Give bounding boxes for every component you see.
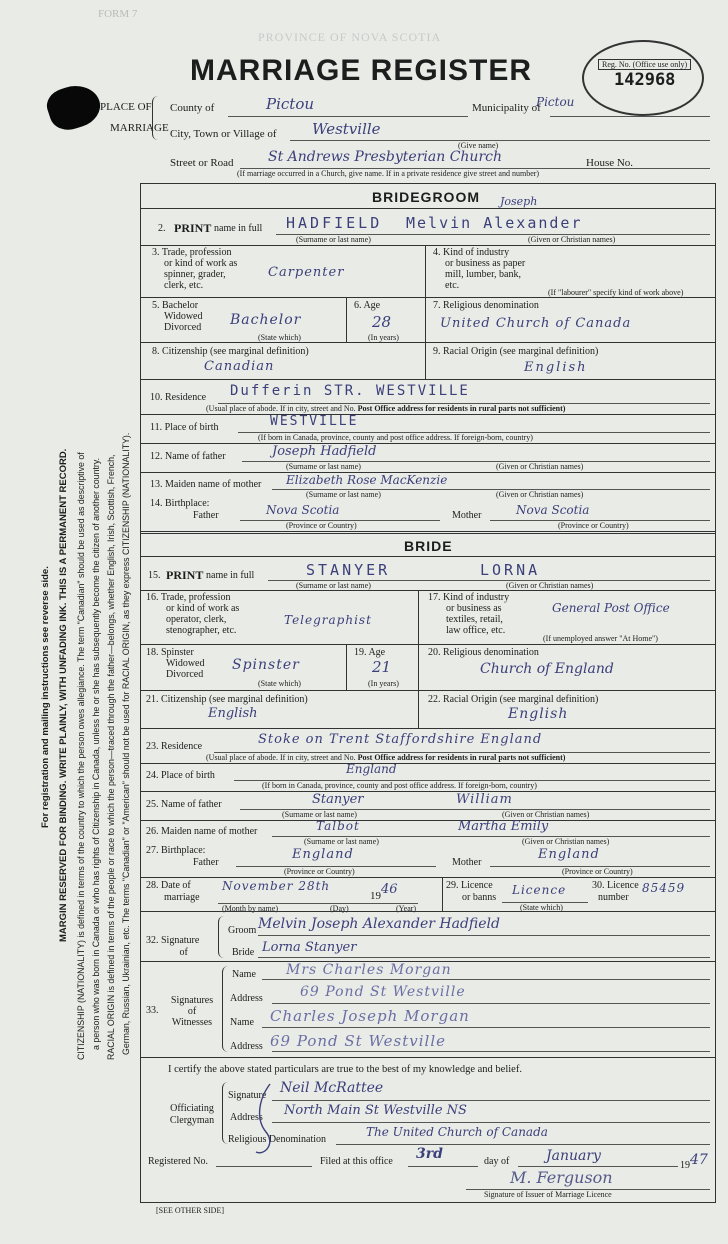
bride-mother-surname: Talbot [316,819,360,833]
bride-industry-label: 17. Kind of industry or business as textiles, retail, law office, etc. [428,592,510,636]
pen-scribble [250,1080,290,1160]
bride-heading: BRIDE [404,538,453,554]
licence-value: Licence [512,883,567,897]
bride-mother-surname-note: (Surname or last name) [304,837,379,846]
bride-citizenship-value: English [208,706,258,721]
bride-surname-note: (Surname or last name) [296,581,371,590]
groom-mother-surname-note: (Surname or last name) [306,490,381,499]
reg-number: 142968 [614,70,676,90]
groom-trade-label: 3. Trade, profession or kind of work as spinner, grader, clerk, etc. [152,247,238,291]
groom-status-label: 5. Bachelor Widowed Divorced [152,300,203,333]
margin-instruction-1: For registration and mailing instructions see reverse side. [40,566,51,828]
signature-label: 32. Signature of [146,935,200,958]
province-header: PROVINCE OF NOVA SCOTIA [258,30,442,44]
groom-religion-label: 7. Religious denomination [433,300,539,311]
clergy-label: Officiating Clergyman [169,1103,215,1126]
clergy-address-label: Address [230,1112,263,1123]
groom-birthplace-mother-label: Mother [452,510,482,521]
reg-number-label: Reg. No. (Office use only) [598,59,691,70]
bride-birthplace-mother-label: Mother [452,857,482,868]
bride-status-label: 18. Spinster Widowed Divorced [146,647,205,680]
bride-province-note-2: (Province or Country) [562,867,633,876]
bride-industry-note: (If unemployed answer "At Home") [543,634,658,643]
bride-residence-label: 23. Residence [146,741,203,752]
filed-month: January [546,1148,601,1164]
give-name-note: (Give name) [458,141,499,150]
bride-province-note-1: (Province or Country) [284,867,355,876]
groom-father-value: Joseph Hadfield [272,444,377,459]
clergy-signature: Neil McRattee [280,1080,384,1096]
groom-sig-label: Groom [228,925,257,936]
groom-racial-value: English [524,360,588,375]
witness-label: Signatures of Witnesses [170,995,214,1028]
county-value: Pictou [266,95,315,113]
groom-residence-value: Dufferin STR. WESTVILLE [230,383,470,399]
bride-father-given-note: (Given or Christian names) [502,810,590,819]
bride-mother-given-note: (Given or Christian names) [522,837,610,846]
bride-father-surname: Stanyer [312,792,364,807]
bride-birthplace-label: 27. Birthplace: [146,845,206,856]
bride-mother-given: Martha Emily [458,819,549,834]
page-title: MARRIAGE REGISTER [190,54,533,87]
groom-status-value: Bachelor [230,312,302,328]
groom-age-value: 28 [372,313,392,331]
bride-name-num: 15. [148,570,161,581]
witness1-address-label: Address [230,993,263,1004]
bride-name-print: PRINT [166,568,204,582]
witness2-name: Charles Joseph Morgan [270,1007,470,1025]
groom-name-num: 2. [158,223,166,234]
licence-state-which: (State which) [520,903,563,912]
groom-birthplace-father-label: Father [193,510,219,521]
witness-num: 33. [146,1005,159,1016]
municipality-value: Pictou [536,95,575,109]
bride-religion-label: 20. Religious denomination [428,647,539,658]
licence-number-label: 30. Licence number [592,880,639,903]
marriage-label: MARRIAGE [110,122,169,134]
county-label: County of [170,102,215,114]
groom-signature: Melvin Joseph Alexander Hadfield [258,916,500,932]
bride-birthplace-father-label: Father [193,857,219,868]
date-label: 28. Date of marriage [146,880,200,903]
groom-birth-label: 11. Place of birth [150,422,219,433]
bride-mother-birthplace: England [538,847,600,862]
bride-father-birthplace: England [292,847,354,862]
filed-label: Filed at this office [320,1156,393,1167]
bride-given-note: (Given or Christian names) [506,581,594,590]
date-year-note: (Year) [396,904,417,913]
groom-name-print: PRINT [174,221,212,235]
bride-trade-label: 16. Trade, profession or kind of work as operator, clerk, stenographer, etc. [146,592,240,636]
groom-industry-note: (If "labourer" specify kind of work above) [548,288,684,297]
groom-mother-birthplace: Nova Scotia [516,503,590,517]
bride-in-years: (In years) [368,679,399,688]
bride-racial-value: English [508,706,569,722]
groom-birth-value: WESTVILLE [270,414,359,429]
bride-birth-value: England [346,762,397,776]
groom-mother-label: 13. Maiden name of mother [150,479,262,490]
filed-year: 1947 [680,1152,708,1171]
bride-age-value: 21 [372,658,392,676]
filed-day: 3rd [416,1146,443,1162]
issuer-signature: M. Ferguson [510,1168,613,1187]
issuer-label: Signature of Issuer of Marriage Licence [484,1190,612,1199]
groom-citizenship-label: 8. Citizenship (see marginal definition) [152,346,309,357]
bridegroom-heading: BRIDEGROOM [372,189,480,205]
date-day-note: (Day) [330,904,349,913]
groom-age-label: 6. Age [354,300,381,311]
bride-racial-label: 22. Racial Origin (see marginal definition) [428,694,599,705]
place-brace [152,96,161,140]
bride-trade-value: Telegraphist [284,613,372,627]
groom-mother-given-note: (Given or Christian names) [496,490,584,499]
witness2-address-label: Address [230,1041,263,1052]
groom-residence-note: (Usual place of abode. If in city, street and No. Post Office address for residents in rural parts not sufficient) [206,404,566,413]
bride-industry-value: General Post Office [552,601,670,615]
witness1-name: Mrs Charles Morgan [286,962,452,978]
bride-citizenship-label: 21. Citizenship (see marginal definition) [146,694,308,705]
clergy-address: North Main St Westville NS [284,1103,467,1118]
margin-definition-2: a person who was born in Canada or who has rights of Citizenship in Canada, unless he or she has subsequently become the citizen of another country. [91,457,101,1050]
groom-birthplace-label: 14. Birthplace: [150,498,210,509]
groom-state-which: (State which) [258,333,301,342]
municipality-label: Municipality of [472,102,541,114]
groom-father-label: 12. Name of father [150,451,226,462]
bride-signature: Lorna Stanyer [262,940,357,955]
groom-province-note-2: (Province or Country) [558,521,629,530]
date-month-day: November 28th [222,879,331,893]
groom-religion-value: United Church of Canada [440,316,632,331]
form-number: FORM 7 [98,8,138,20]
bride-religion-value: Church of England [480,661,614,677]
street-label: Street or Road [170,157,234,169]
groom-birth-note: (If born in Canada, province, county and post office address. If foreign-born, country) [258,433,533,442]
street-value: St Andrews Presbyterian Church [268,149,502,165]
groom-citizenship-value: Canadian [204,359,275,374]
groom-industry-label: 4. Kind of industry or business as paper mill, lumber, bank, etc. [433,247,526,291]
certify-text: I certify the above stated particulars are true to the best of my knowledge and belief. [168,1064,522,1075]
place-label: PLACE OF [100,101,152,113]
witness1-address: 69 Pond St Westville [300,984,466,1000]
groom-name-rest: name in full [214,223,263,234]
bride-father-label: 25. Name of father [146,799,222,810]
groom-province-note-1: (Province or Country) [286,521,357,530]
margin-instruction-2: MARGIN RESERVED FOR BINDING. WRITE PLAINLY, WITH UNFADING INK. THIS IS A PERMANENT RECORD. [58,448,69,942]
ink-blot [43,79,105,135]
signature-brace [218,916,225,958]
margin-definition-3: RACIAL ORIGIN is defined in terms of the people or race to which the person—traced through the father—belongs, whether English, Irish, Scottish, French, [106,454,116,1060]
bride-residence-note: (Usual place of abode. If in city, street and No. Post Office address for residents in rural parts not sufficient) [206,753,566,762]
groom-father-given-note: (Given or Christian names) [496,462,584,471]
witness1-name-label: Name [232,969,256,980]
groom-surname: HADFIELD [286,214,383,232]
groom-given: Melvin Alexander [406,214,583,232]
bride-sig-label: Bride [232,947,255,958]
bride-mother-label: 26. Maiden name of mother [146,826,258,837]
see-other-side: [SEE OTHER SIDE] [156,1206,224,1215]
bride-father-surname-note: (Surname or last name) [282,810,357,819]
groom-surname-note: (Surname or last name) [296,235,371,244]
bride-father-given: William [456,792,513,807]
witness2-name-label: Name [230,1017,254,1028]
groom-given-insert: Joseph [500,195,538,208]
date-month-note: (Month by name) [222,904,278,913]
clergy-denomination-label: Religious Denomination [228,1134,327,1145]
witness-brace [222,966,229,1052]
city-label: City, Town or Village of [170,128,277,140]
date-year: 1946 [370,882,398,902]
witness2-address: 69 Pond St Westville [270,1032,447,1050]
bride-name-rest: name in full [206,570,255,581]
clergy-denomination: The United Church of Canada [366,1125,548,1139]
licence-number-value: 85459 [642,881,686,895]
day-of-label: day of [484,1156,510,1167]
street-note: (If marriage occurred in a Church, give name. If in a private residence give street and number) [237,169,540,178]
bride-status-value: Spinster [232,657,300,673]
groom-racial-label: 9. Racial Origin (see marginal definition) [433,346,599,357]
groom-mother-value: Elizabeth Rose MacKenzie [286,473,448,487]
groom-residence-label: 10. Residence [150,392,207,403]
city-value: Westville [312,120,381,138]
clergy-signature-label: Signature [228,1090,267,1101]
bride-residence-value: Stoke on Trent Staffordshire England [258,732,543,747]
licence-label: 29. Licence or banns [446,880,497,903]
bride-given: LORNA [480,561,541,579]
groom-father-birthplace: Nova Scotia [266,503,340,517]
groom-father-surname-note: (Surname or last name) [286,462,361,471]
groom-trade-value: Carpenter [268,265,345,280]
margin-definition-4: German, Russian, Ukrainian, etc. The terms "Canadian" or "American" should not be used for RACIAL ORIGIN, as they express CITIZENSHIP (NATIONALITY). [121,432,131,1055]
bride-birth-note: (If born in Canada, province, county and post office address. If foreign-born, country) [262,781,537,790]
registered-label: Registered No. [148,1156,208,1167]
house-label: House No. [586,157,634,169]
groom-in-years: (In years) [368,333,399,342]
bride-surname: STANYER [306,561,391,579]
bride-age-label: 19. Age [354,647,386,658]
groom-given-note: (Given or Christian names) [528,235,616,244]
margin-definition-1: CITIZENSHIP (NATIONALITY) is defined in terms of the country to which the person owes allegiance. The term "Canadian" should be used as descriptive of [76,452,86,1060]
bride-state-which: (State which) [258,679,301,688]
bride-birth-label: 24. Place of birth [146,770,215,781]
